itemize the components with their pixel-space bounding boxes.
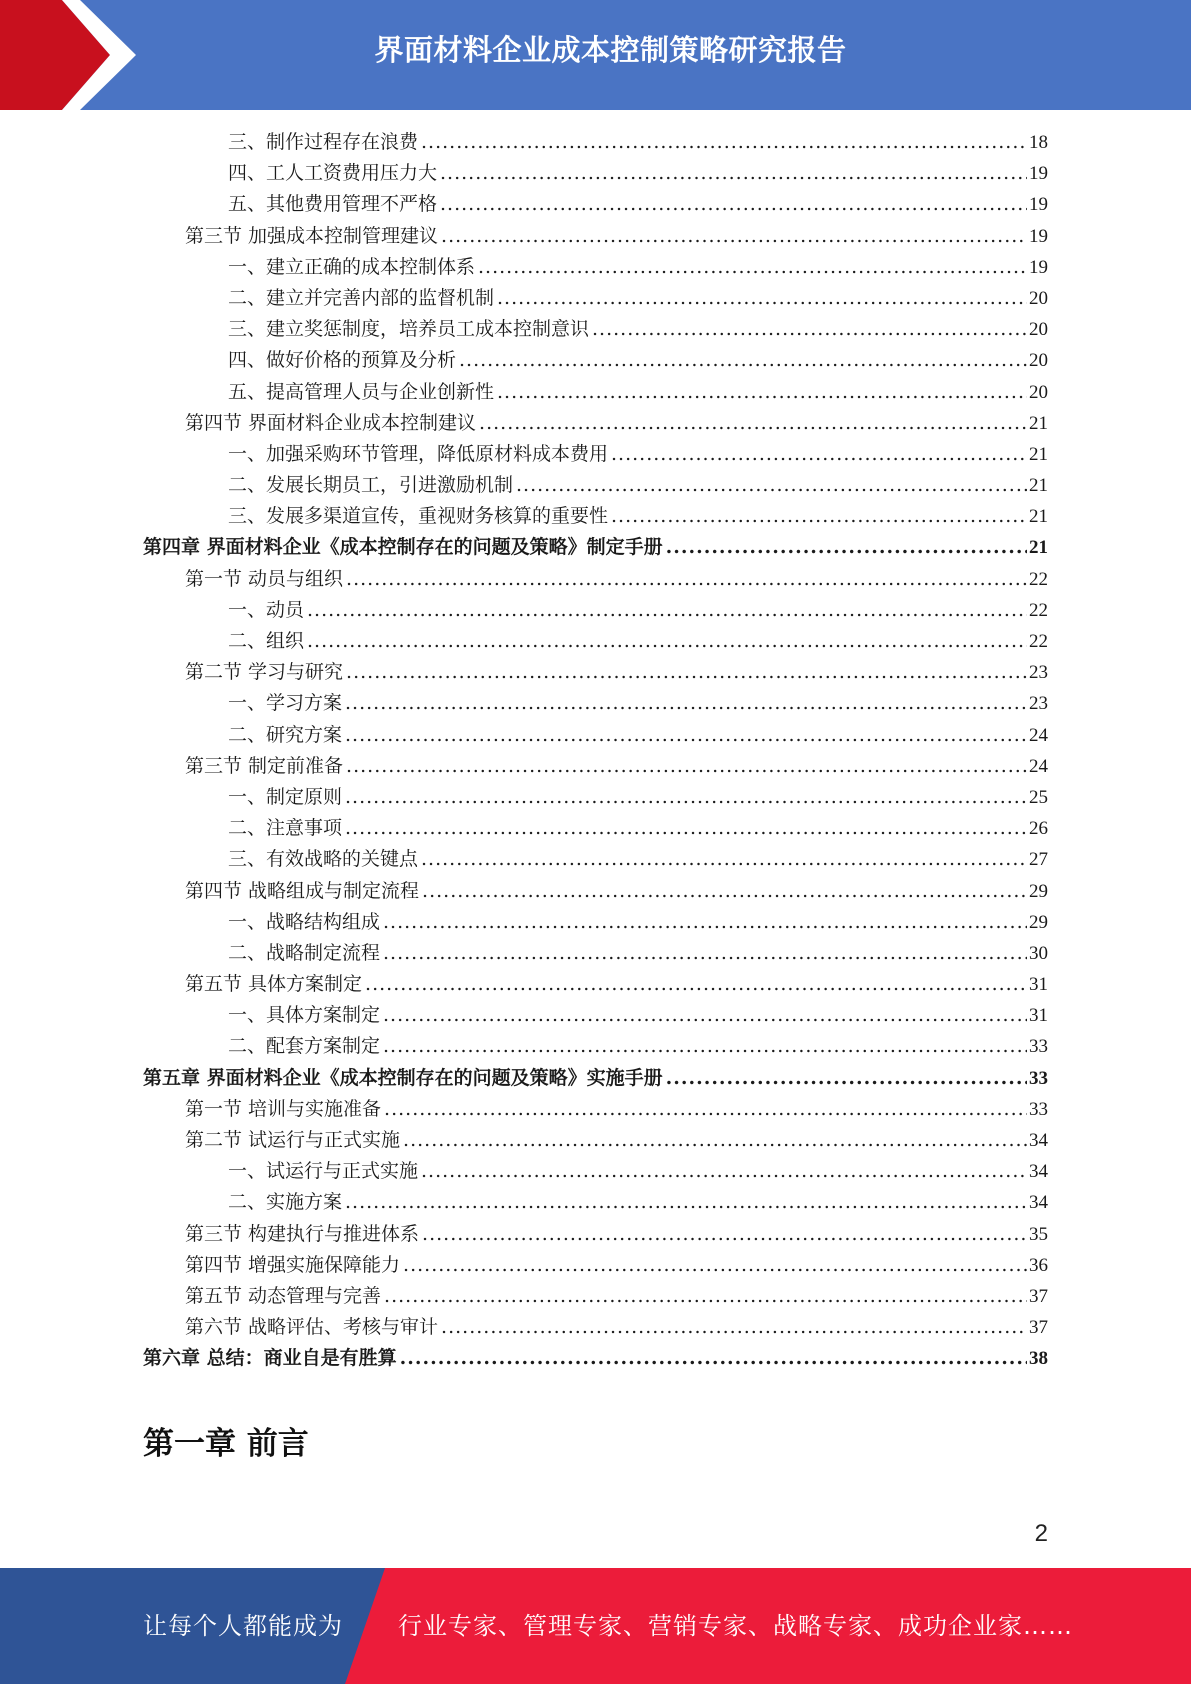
toc-leader-dots	[421, 844, 1027, 875]
toc-leader-dots	[345, 720, 1027, 751]
toc-entry-title: 二、注意事项	[228, 817, 343, 840]
toc-item-row[interactable]	[143, 439, 1048, 470]
toc-leader-dots	[479, 408, 1027, 439]
toc-entry-title: 第五章 界面材料企业《成本控制存在的问题及策略》实施手册	[143, 1066, 663, 1089]
toc-item-row[interactable]	[143, 844, 1048, 875]
toc-item-row[interactable]	[143, 314, 1048, 345]
toc-leader-dots	[516, 470, 1027, 501]
toc-leader-dots	[459, 345, 1027, 376]
toc-entry-title: 第三节 构建执行与推进体系	[185, 1222, 420, 1245]
toc-section-row[interactable]	[143, 221, 1048, 252]
toc-leader-dots	[365, 969, 1027, 1000]
toc-page-number: 31	[1029, 974, 1048, 996]
toc-page-number: 22	[1029, 568, 1048, 590]
toc-entry-title: 一、加强采购环节管理，降低原材料成本费用	[228, 442, 609, 465]
toc-entry-title: 第一节 动员与组织	[185, 567, 344, 590]
toc-item-row[interactable]	[143, 720, 1048, 751]
toc-page-number: 20	[1029, 350, 1048, 372]
toc-page-number: 24	[1029, 724, 1048, 746]
toc-entry-title: 第四节 界面材料企业成本控制建议	[185, 411, 477, 434]
toc-leader-dots	[383, 907, 1027, 938]
toc-leader-dots	[345, 688, 1027, 719]
toc-page-number: 38	[1029, 1348, 1048, 1370]
toc-entry-title: 第四节 战略组成与制定流程	[185, 879, 420, 902]
toc-leader-dots	[666, 1063, 1027, 1094]
toc-item-row[interactable]	[143, 1187, 1048, 1218]
toc-entry-title: 三、制作过程存在浪费	[228, 131, 419, 153]
toc-page-number: 19	[1029, 194, 1048, 216]
toc-page-number: 33	[1029, 1036, 1048, 1058]
toc-page-number: 37	[1029, 1317, 1048, 1339]
footer-slogan-left: 让每个人都能成为	[143, 1612, 343, 1640]
toc-entry-title: 第五节 具体方案制定	[185, 973, 363, 996]
toc-section-row[interactable]	[143, 1312, 1048, 1343]
toc-leader-dots	[346, 751, 1027, 782]
toc-entry-title: 第四节 增强实施保障能力	[185, 1253, 401, 1276]
toc-entry-title: 二、战略制定流程	[228, 941, 381, 964]
toc-item-row[interactable]	[143, 1031, 1048, 1062]
toc-section-row[interactable]	[143, 564, 1048, 595]
toc-entry-title: 一、建立正确的成本控制体系	[228, 255, 476, 278]
toc-leader-dots	[478, 252, 1027, 283]
toc-leader-dots	[421, 127, 1027, 158]
toc-entry-title: 二、研究方案	[228, 723, 343, 746]
toc-entry-title: 二、发展长期员工，引进激励机制	[228, 474, 514, 497]
toc-item-row[interactable]	[143, 782, 1048, 813]
toc-entry-title: 二、配套方案制定	[228, 1035, 381, 1058]
toc-item-row[interactable]	[143, 626, 1048, 657]
toc-item-row[interactable]	[143, 688, 1048, 719]
toc-page-number: 20	[1029, 381, 1048, 403]
toc-page-number: 33	[1029, 1098, 1048, 1120]
toc-entry-title: 第一节 培训与实施准备	[185, 1097, 382, 1120]
toc-page-number: 37	[1029, 1285, 1048, 1307]
toc-leader-dots	[611, 501, 1027, 532]
toc-leader-dots	[441, 221, 1027, 252]
toc-section-row[interactable]	[143, 969, 1048, 1000]
toc-entry-title: 一、制定原则	[228, 785, 343, 808]
toc-item-row[interactable]	[143, 907, 1048, 938]
page-header	[0, 0, 1191, 110]
toc-leader-dots	[345, 1187, 1027, 1218]
toc-entry-title: 五、其他费用管理不严格	[228, 193, 438, 216]
toc-entry-title: 一、学习方案	[228, 692, 343, 715]
toc-leader-dots	[422, 1219, 1027, 1250]
toc-entry-title: 第五节 动态管理与完善	[185, 1284, 382, 1307]
toc-item-row[interactable]	[143, 470, 1048, 501]
toc-entry-title: 第二节 试运行与正式实施	[185, 1129, 401, 1151]
toc-page-number: 22	[1029, 631, 1048, 652]
toc-page-number: 34	[1029, 1161, 1048, 1183]
footer-slogan-right: 行业专家、管理专家、营销专家、战略专家、成功企业家……	[398, 1612, 1073, 1640]
toc-entry-title: 二、组织	[228, 630, 305, 652]
toc-item-row[interactable]	[143, 345, 1048, 376]
toc-page-number: 34	[1029, 1130, 1048, 1151]
toc-item-row[interactable]	[143, 595, 1048, 626]
toc-page-number: 21	[1029, 506, 1048, 528]
toc-section-row[interactable]	[143, 1125, 1048, 1156]
page-footer	[0, 1568, 1191, 1684]
toc-entry-title: 一、动员	[228, 598, 305, 621]
toc-section-row[interactable]	[143, 1281, 1048, 1312]
toc-entry-title: 二、实施方案	[228, 1191, 343, 1214]
chapter-heading: 第一章 前言	[143, 1426, 309, 1462]
toc-leader-dots	[440, 158, 1027, 189]
table-of-contents	[143, 127, 1048, 1375]
toc-page-number: 20	[1029, 319, 1048, 341]
toc-chapter-row[interactable]	[143, 532, 1048, 563]
toc-page-number: 27	[1029, 849, 1048, 871]
header-title: 界面材料企业成本控制策略研究报告	[374, 33, 847, 67]
toc-page-number: 35	[1029, 1223, 1048, 1245]
toc-leader-dots	[421, 1156, 1027, 1187]
toc-page-number: 21	[1029, 443, 1048, 465]
toc-entry-title: 四、工人工资费用压力大	[228, 162, 438, 185]
toc-page-number: 21	[1029, 412, 1048, 434]
toc-entry-title: 第六章 总结：商业自是有胜算	[143, 1347, 397, 1370]
toc-leader-dots	[441, 1312, 1027, 1343]
toc-page-number: 36	[1029, 1254, 1048, 1276]
toc-leader-dots	[611, 439, 1027, 470]
toc-chapter-row[interactable]	[143, 1063, 1048, 1094]
toc-leader-dots	[383, 1000, 1027, 1031]
toc-page-number: 20	[1029, 287, 1048, 309]
toc-entry-title: 第三节 制定前准备	[185, 754, 344, 777]
toc-leader-dots	[384, 1281, 1027, 1312]
page-number: 2	[1034, 1520, 1048, 1547]
toc-page-number: 34	[1029, 1192, 1048, 1214]
toc-item-row[interactable]	[143, 938, 1048, 969]
toc-leader-dots	[422, 876, 1027, 907]
toc-leader-dots	[497, 283, 1027, 314]
toc-item-row[interactable]	[143, 252, 1048, 283]
toc-page-number: 21	[1029, 475, 1048, 497]
toc-page-number: 19	[1029, 225, 1048, 247]
toc-leader-dots	[403, 1125, 1027, 1156]
toc-page-number: 26	[1029, 818, 1048, 840]
toc-leader-dots	[307, 595, 1027, 626]
toc-section-row[interactable]	[143, 657, 1048, 688]
toc-leader-dots	[346, 657, 1027, 688]
toc-item-row[interactable]	[143, 377, 1048, 408]
toc-page-number: 19	[1029, 163, 1048, 185]
toc-page-number: 19	[1029, 256, 1048, 278]
toc-page-number: 31	[1029, 1005, 1048, 1027]
toc-leader-dots	[403, 1250, 1027, 1281]
toc-section-row[interactable]	[143, 876, 1048, 907]
toc-page-number: 29	[1029, 911, 1048, 933]
toc-page-number: 21	[1029, 537, 1048, 559]
toc-item-row[interactable]	[143, 189, 1048, 220]
toc-page-number: 23	[1029, 662, 1048, 684]
toc-leader-dots	[592, 314, 1027, 345]
toc-page-number: 25	[1029, 786, 1048, 808]
toc-leader-dots	[666, 532, 1027, 563]
toc-chapter-row[interactable]	[143, 1343, 1048, 1374]
toc-entry-title: 一、试运行与正式实施	[228, 1160, 419, 1183]
toc-entry-title: 三、建立奖惩制度，培养员工成本控制意识	[228, 318, 590, 341]
toc-leader-dots	[307, 626, 1027, 657]
toc-entry-title: 第四章 界面材料企业《成本控制存在的问题及策略》制定手册	[143, 536, 663, 559]
toc-page-number: 33	[1029, 1067, 1048, 1089]
toc-entry-title: 一、战略结构组成	[228, 910, 381, 933]
toc-leader-dots	[400, 1343, 1027, 1374]
toc-item-row[interactable]	[143, 813, 1048, 844]
toc-entry-title: 第六节 战略评估、考核与审计	[185, 1316, 439, 1339]
toc-page-number: 29	[1029, 880, 1048, 902]
toc-section-row[interactable]	[143, 1250, 1048, 1281]
toc-item-row[interactable]	[143, 1000, 1048, 1031]
toc-section-row[interactable]	[143, 1219, 1048, 1250]
toc-page-number: 22	[1029, 599, 1048, 621]
toc-item-row[interactable]	[143, 1156, 1048, 1187]
toc-item-row[interactable]	[143, 158, 1048, 189]
toc-leader-dots	[345, 813, 1027, 844]
toc-section-row[interactable]	[143, 751, 1048, 782]
toc-leader-dots	[383, 1031, 1027, 1062]
toc-leader-dots	[383, 938, 1027, 969]
toc-item-row[interactable]	[143, 283, 1048, 314]
toc-entry-title: 四、做好价格的预算及分析	[228, 349, 457, 372]
toc-entry-title: 三、发展多渠道宣传，重视财务核算的重要性	[228, 505, 609, 528]
toc-entry-title: 第二节 学习与研究	[185, 661, 344, 684]
toc-entry-title: 五、提高管理人员与企业创新性	[228, 380, 495, 403]
toc-entry-title: 二、建立并完善内部的监督机制	[228, 286, 495, 309]
toc-page-number: 24	[1029, 755, 1048, 777]
toc-section-row[interactable]	[143, 408, 1048, 439]
toc-page-number: 30	[1029, 942, 1048, 964]
toc-section-row[interactable]	[143, 1094, 1048, 1125]
toc-leader-dots	[346, 564, 1027, 595]
toc-leader-dots	[497, 377, 1027, 408]
toc-leader-dots	[384, 1094, 1027, 1125]
toc-leader-dots	[440, 189, 1027, 220]
toc-leader-dots	[345, 782, 1027, 813]
toc-item-row[interactable]	[143, 127, 1048, 158]
toc-item-row[interactable]	[143, 501, 1048, 532]
toc-entry-title: 一、具体方案制定	[228, 1004, 381, 1027]
toc-page-number: 18	[1029, 132, 1048, 153]
toc-entry-title: 第三节 加强成本控制管理建议	[185, 224, 439, 247]
toc-page-number: 23	[1029, 693, 1048, 715]
toc-entry-title: 三、有效战略的关键点	[228, 848, 419, 871]
